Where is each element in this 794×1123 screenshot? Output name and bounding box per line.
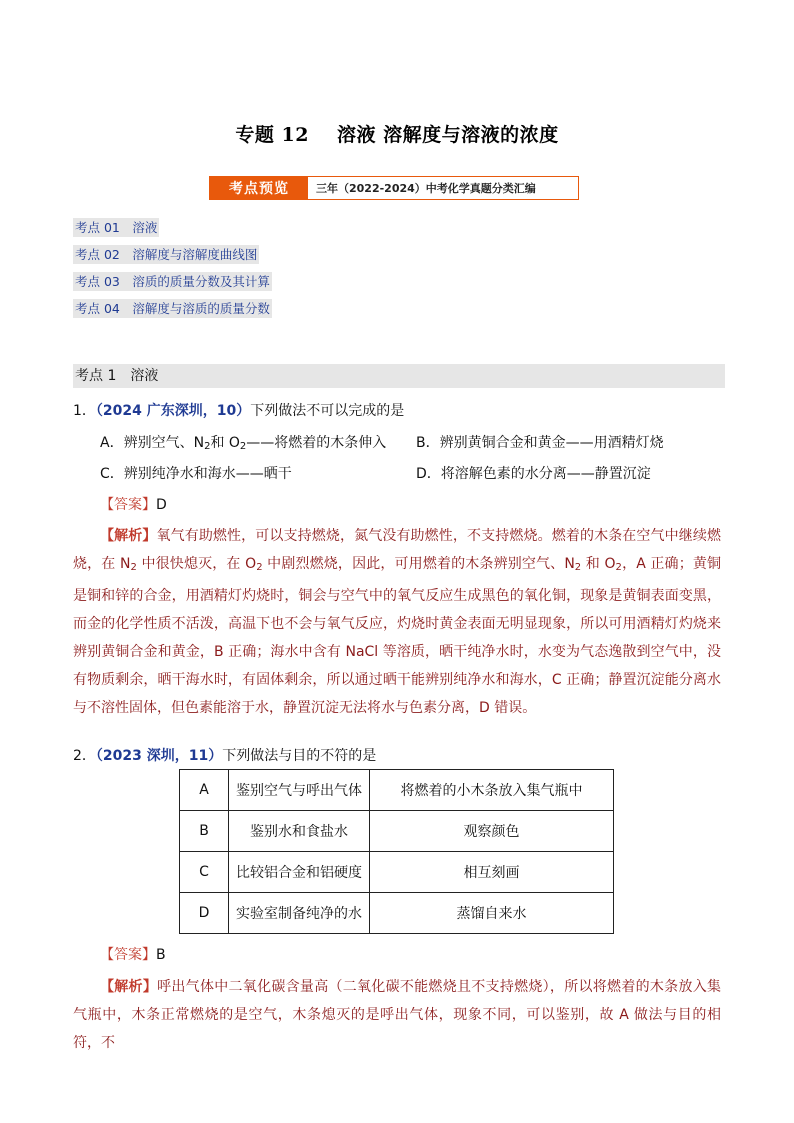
- question-source: （2024 广东深圳，10）: [95, 403, 251, 419]
- section-heading: 考点 1 溶液: [73, 364, 725, 388]
- toc-item[interactable]: 考点 02 溶解度与溶解度曲线图: [75, 247, 258, 262]
- toc-list: [73, 218, 272, 326]
- banner-text: 三年（2022-2024）中考化学真题分类汇编: [316, 182, 536, 195]
- table-cell: 比较铝合金和铝硬度: [229, 852, 370, 893]
- title-topic-number: 专题 12: [235, 124, 309, 146]
- banner-tag: 考点预览: [210, 177, 308, 199]
- question-1-stem: 1．（2024 广东深圳，10）下列做法不可以完成的是: [73, 403, 405, 419]
- table-row: [180, 852, 614, 893]
- table-cell: 蒸馏自来水: [370, 893, 614, 934]
- question-1-option-b: B．辨别黄铜合金和黄金——用酒精灯烧: [416, 435, 664, 451]
- table-cell: 实验室制备纯净的水: [229, 893, 370, 934]
- question-2-stem: 2．（2023 深圳，11）下列做法与目的不符的是: [73, 748, 377, 764]
- question-1-option-d: D．将溶解色素的水分离——静置沉淀: [416, 466, 651, 482]
- preview-banner: [209, 176, 579, 200]
- table-row: [180, 893, 614, 934]
- question-2-analysis: 【解析】呼出气体中二氧化碳含量高（二氧化碳不能燃烧且不支持燃烧），所以将燃着的木条放入集气瓶中，木条正常燃烧的是空气，木条熄灭的是呼出气体，现象不同，可以鉴别，故 A 做法与目的相符，不: [73, 979, 722, 1051]
- question-2-answer: 【答案】B: [100, 947, 166, 963]
- toc-item[interactable]: 考点 03 溶质的质量分数及其计算: [75, 274, 270, 289]
- page-title: [0, 120, 794, 147]
- table-row: [180, 770, 614, 811]
- question-source: （2023 深圳，11）: [95, 748, 223, 764]
- table-row: [180, 811, 614, 852]
- question-1-option-c: C．辨别纯净水和海水——晒干: [100, 466, 292, 482]
- table-cell: 鉴别空气与呼出气体: [229, 770, 370, 811]
- question-1-option-a: A．辨别空气、$N_2$和 $O_2——$将燃着的木条伸入: [100, 435, 387, 452]
- question-2-table: [179, 769, 614, 934]
- toc-item[interactable]: 考点 01 溶液: [75, 220, 158, 235]
- table-cell: B: [180, 811, 229, 852]
- table-cell: 相互刻画: [370, 852, 614, 893]
- toc-item[interactable]: 考点 04 溶解度与溶质的质量分数: [75, 301, 270, 316]
- question-1-answer: 【答案】D: [100, 497, 167, 513]
- table-cell: D: [180, 893, 229, 934]
- table-cell: 鉴别水和食盐水: [229, 811, 370, 852]
- question-1-analysis: 【解析】氧气有助燃性，可以支持燃烧，氮气没有助燃性，不支持燃烧。燃着的木条在空气中继续燃烧，在 $N_2$ 中很快熄灭，在 $O_2$ 中剧烈燃烧，因此，可用燃着的木条辨别空气、$N_2$ 和 $O_2$，A 正确；黄铜是铜和锌的合金，用酒精灯灼烧时，铜会与空气中的氧气反应生成黑色的氧化铜，现象是黄铜表面变黑，而金的化学性质不活泼，高温下也不会与氧气反应，灼烧时黄金表面无明显现象，所以可用酒精灯灼烧来辨别黄铜合金和黄金，B 正确；海水中含有 NaCl 等溶质，晒干纯净水时，水变为气态逸散到空气中，没有物质剩余，晒干海水时，有固体剩余，所以通过晒干能辨别纯净水和海水，C 正确；静置沉淀能分离水与不溶性固体，但色素能溶于水，静置沉淀无法将水与色素分离，D 错误。: [73, 528, 722, 716]
- title-topic-name: 溶液 溶解度与溶液的浓度: [336, 124, 559, 146]
- table-cell: 观察颜色: [370, 811, 614, 852]
- table-cell: 将燃着的小木条放入集气瓶中: [370, 770, 614, 811]
- table-cell: A: [180, 770, 229, 811]
- table-cell: C: [180, 852, 229, 893]
